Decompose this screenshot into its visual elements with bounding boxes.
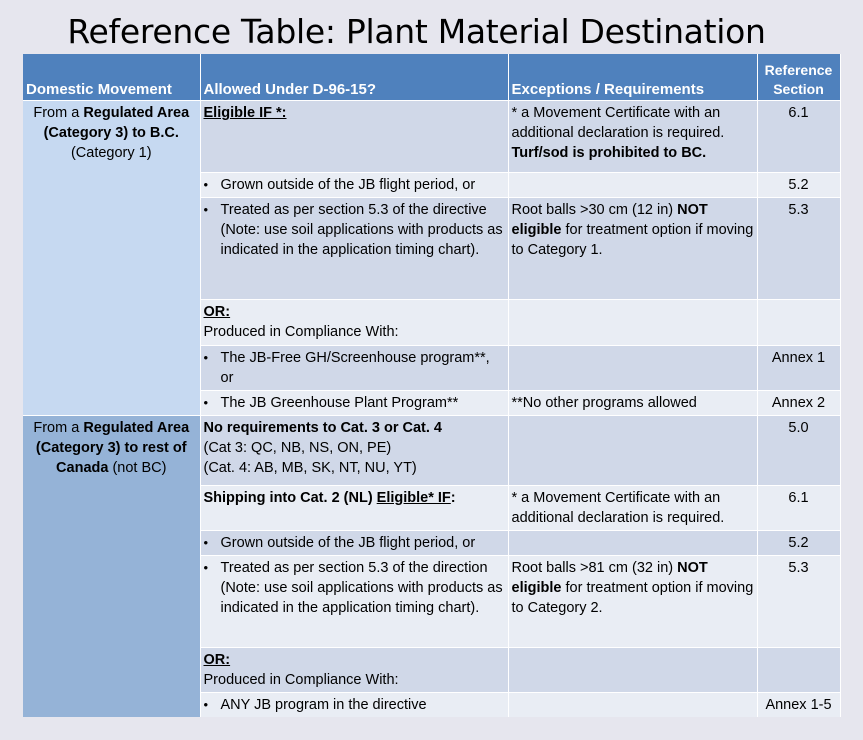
exceptions-cell: * a Movement Certificate with an additional declaration is required. Turf/sod is prohibited to BC. bbox=[508, 101, 757, 173]
exceptions-cell bbox=[508, 648, 757, 693]
header-reference-section: Reference Section bbox=[757, 54, 840, 101]
header-allowed: Allowed Under D-96-15? bbox=[200, 54, 508, 101]
exceptions-cell bbox=[508, 173, 757, 198]
domestic-movement-rest-of-canada: From a Regulated Area (Category 3) to rest of Canada (not BC) bbox=[23, 416, 200, 718]
allowed-cell: • Treated as per section 5.3 of the directive (Note: use soil applications with products as indicated in the application timing chart). bbox=[200, 198, 508, 300]
reference-cell: Annex 1 bbox=[757, 346, 840, 391]
allowed-cell: OR: Produced in Compliance With: bbox=[200, 300, 508, 346]
header-exceptions: Exceptions / Requirements bbox=[508, 54, 757, 101]
reference-cell: 5.2 bbox=[757, 531, 840, 556]
exceptions-cell bbox=[508, 531, 757, 556]
exceptions-cell: Root balls >81 cm (32 in) NOT eligible for treatment option if moving to Category 2. bbox=[508, 556, 757, 648]
allowed-cell: • Grown outside of the JB flight period, or bbox=[200, 531, 508, 556]
allowed-cell: • ANY JB program in the directive bbox=[200, 693, 508, 718]
exceptions-cell bbox=[508, 300, 757, 346]
reference-cell: 5.2 bbox=[757, 173, 840, 198]
reference-cell bbox=[757, 300, 840, 346]
reference-cell: 5.3 bbox=[757, 198, 840, 300]
page-title: Reference Table: Plant Material Destination bbox=[67, 12, 766, 51]
allowed-cell: Eligible IF *: bbox=[200, 101, 508, 173]
header-domestic-movement: Domestic Movement bbox=[23, 54, 200, 101]
exceptions-cell: **No other programs allowed bbox=[508, 391, 757, 416]
reference-cell bbox=[757, 648, 840, 693]
reference-cell: 5.3 bbox=[757, 556, 840, 648]
allowed-cell: • Grown outside of the JB flight period, or bbox=[200, 173, 508, 198]
allowed-cell: • Treated as per section 5.3 of the direction (Note: use soil applications with products as indicated in the application timing chart). bbox=[200, 556, 508, 648]
allowed-cell: OR: Produced in Compliance With: bbox=[200, 648, 508, 693]
reference-cell: 6.1 bbox=[757, 101, 840, 173]
exceptions-cell: Root balls >30 cm (12 in) NOT eligible for treatment option if moving to Category 1. bbox=[508, 198, 757, 300]
reference-cell: Annex 1-5 bbox=[757, 693, 840, 718]
table-row bbox=[23, 101, 840, 173]
exceptions-cell bbox=[508, 346, 757, 391]
domestic-movement-bc: From a Regulated Area (Category 3) to B.C. (Category 1) bbox=[23, 101, 200, 416]
exceptions-cell bbox=[508, 693, 757, 718]
header-row bbox=[23, 54, 840, 101]
reference-cell: 6.1 bbox=[757, 486, 840, 531]
exceptions-cell bbox=[508, 416, 757, 486]
reference-cell: Annex 2 bbox=[757, 391, 840, 416]
allowed-cell: • The JB Greenhouse Plant Program** bbox=[200, 391, 508, 416]
allowed-cell: No requirements to Cat. 3 or Cat. 4 (Cat 3: QC, NB, NS, ON, PE) (Cat. 4: AB, MB, SK, NT, NU, YT) bbox=[200, 416, 508, 486]
table-row bbox=[23, 416, 840, 486]
reference-table bbox=[23, 54, 841, 717]
exceptions-cell: * a Movement Certificate with an additional declaration is required. bbox=[508, 486, 757, 531]
allowed-cell: Shipping into Cat. 2 (NL) Eligible* IF: bbox=[200, 486, 508, 531]
reference-cell: 5.0 bbox=[757, 416, 840, 486]
allowed-cell: • The JB-Free GH/Screenhouse program**, or bbox=[200, 346, 508, 391]
